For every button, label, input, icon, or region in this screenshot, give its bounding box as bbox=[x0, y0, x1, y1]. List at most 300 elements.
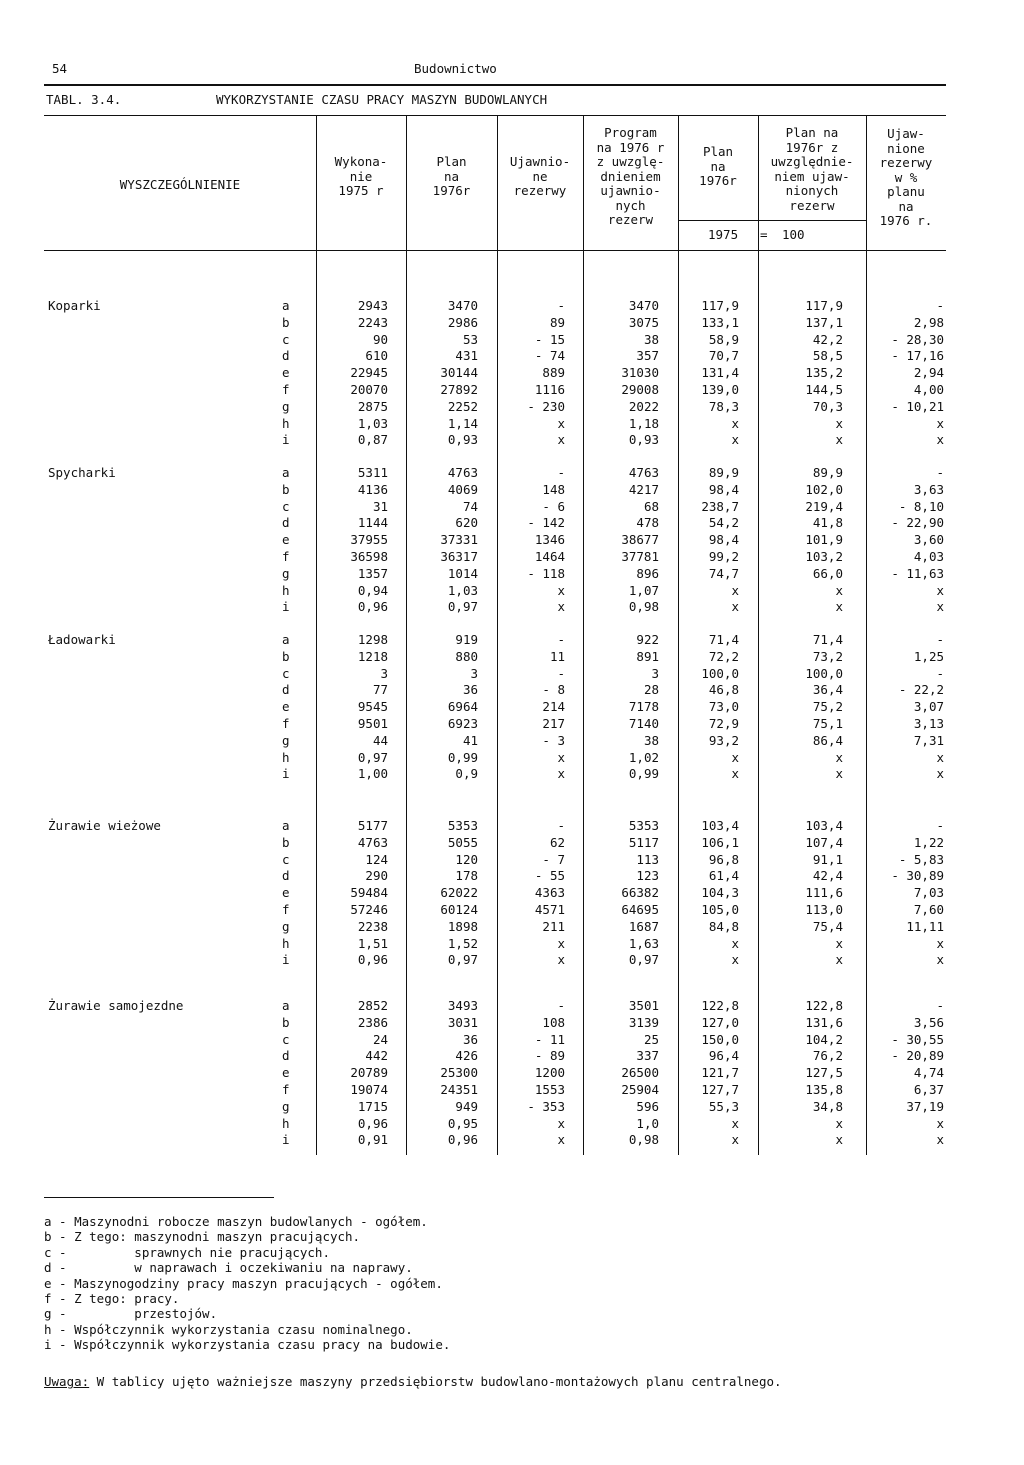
table-cell: x bbox=[557, 582, 565, 598]
row-letter: b bbox=[282, 1014, 290, 1030]
row-letter: a bbox=[282, 818, 290, 833]
table-cell: 100,0 bbox=[805, 665, 843, 681]
table-cell: x bbox=[835, 766, 843, 782]
table-cell: x bbox=[731, 766, 739, 782]
table-cell: x bbox=[557, 1115, 565, 1131]
table-cell: x bbox=[835, 1132, 843, 1148]
table-cell: 4363 bbox=[534, 885, 565, 901]
footnote-line: h - Współczynnik wykorzystania czasu nominalnego. bbox=[44, 1321, 413, 1337]
table-cell: 6964 bbox=[447, 699, 478, 715]
table-cell: 41,8 bbox=[812, 515, 843, 531]
table-cell: 25300 bbox=[440, 1065, 478, 1081]
table-cell: - 89 bbox=[534, 1048, 565, 1064]
column-header: Plan na 1976r z uwzględnie- niem ujaw- nionych rezerw bbox=[770, 125, 854, 213]
table-cell: - bbox=[557, 465, 565, 480]
row-letter: h bbox=[282, 582, 290, 598]
table-cell: 64695 bbox=[621, 902, 659, 917]
table-cell: 71,4 bbox=[812, 632, 843, 647]
table-cell: 66382 bbox=[621, 885, 659, 901]
footnote-line: b - Z tego: maszynodni maszyn pracujących. bbox=[44, 1229, 361, 1245]
table-cell: 22945 bbox=[350, 365, 388, 381]
table-cell: 20789 bbox=[350, 1065, 388, 1081]
table-cell: 337 bbox=[636, 1048, 659, 1064]
table-cell: 949 bbox=[455, 1098, 478, 1114]
table-cell: x bbox=[557, 766, 565, 782]
row-letter: f bbox=[282, 716, 290, 731]
table-cell: 357 bbox=[636, 348, 659, 364]
table-cell: 103,4 bbox=[701, 818, 739, 833]
table-cell: 4763 bbox=[357, 834, 388, 850]
row-letter: e bbox=[282, 532, 290, 548]
table-cell: 61,4 bbox=[708, 868, 739, 884]
footnote-line: g - przestojów. bbox=[44, 1306, 218, 1322]
table-cell: 178 bbox=[455, 868, 478, 884]
table-cell: 131,6 bbox=[805, 1014, 843, 1030]
table-cell: 442 bbox=[365, 1048, 388, 1064]
remark bbox=[44, 1374, 782, 1389]
table-cell: 123 bbox=[636, 868, 659, 884]
table-cell: 38 bbox=[643, 732, 659, 748]
table-cell: 120 bbox=[455, 851, 478, 867]
table-cell: 7140 bbox=[628, 716, 659, 731]
table-cell: x bbox=[936, 1115, 944, 1131]
table-cell: 29008 bbox=[621, 382, 659, 397]
column-header: Wykona- nie 1975 r bbox=[334, 154, 388, 198]
row-letter: c bbox=[282, 851, 290, 867]
table-cell: 3,13 bbox=[913, 716, 944, 731]
row-letter: c bbox=[282, 498, 290, 514]
table-cell: 1687 bbox=[628, 918, 659, 934]
table-cell: x bbox=[731, 432, 739, 448]
table-cell: 0,97 bbox=[628, 952, 659, 968]
table-cell: 290 bbox=[365, 868, 388, 884]
row-group-label: Koparki bbox=[48, 298, 101, 313]
row-letter: g bbox=[282, 918, 290, 934]
table-cell: 1553 bbox=[534, 1082, 565, 1097]
table-cell: 3,07 bbox=[913, 699, 944, 715]
table-cell: 54,2 bbox=[708, 515, 739, 531]
table-cell: 5177 bbox=[357, 818, 388, 833]
table-cell: x bbox=[731, 952, 739, 968]
table-cell: 1,22 bbox=[913, 834, 944, 850]
table-cell: 84,8 bbox=[708, 918, 739, 934]
column-header: WYSZCZEGÓLNIENIE bbox=[119, 177, 241, 192]
table-cell: 72,2 bbox=[708, 648, 739, 664]
row-letter: h bbox=[282, 1115, 290, 1131]
table-cell: x bbox=[731, 1115, 739, 1131]
table-cell: 2252 bbox=[447, 398, 478, 414]
table-cell: 1,14 bbox=[447, 415, 478, 431]
table-cell: 31 bbox=[372, 498, 388, 514]
table-cell: 219,4 bbox=[805, 498, 843, 514]
index-base-eq: = bbox=[760, 227, 768, 242]
table-cell: 1014 bbox=[447, 565, 478, 581]
table-cell: - 7 bbox=[542, 851, 565, 867]
table-cell: - 20,89 bbox=[891, 1048, 944, 1064]
table-cell: 62 bbox=[549, 834, 565, 850]
table-cell: 100,0 bbox=[701, 665, 739, 681]
row-letter: d bbox=[282, 1048, 290, 1064]
table-cell: 89 bbox=[549, 314, 565, 330]
table-cell: 135,2 bbox=[805, 365, 843, 381]
table-cell: x bbox=[835, 415, 843, 431]
table-cell: 891 bbox=[636, 648, 659, 664]
table-cell: 0,99 bbox=[628, 766, 659, 782]
table-cell: 42,4 bbox=[812, 868, 843, 884]
row-letter: a bbox=[282, 632, 290, 647]
table-cell: 1,03 bbox=[357, 415, 388, 431]
table-cell: 98,4 bbox=[708, 481, 739, 497]
table-cell: x bbox=[936, 582, 944, 598]
footnote-line: c - sprawnych nie pracujących. bbox=[44, 1244, 330, 1260]
table-cell: 1715 bbox=[357, 1098, 388, 1114]
table-cell: x bbox=[731, 749, 739, 765]
table-cell: - 15 bbox=[534, 331, 565, 347]
table-cell: 89,9 bbox=[812, 465, 843, 480]
table-cell: 101,9 bbox=[805, 532, 843, 548]
footnote-line: d - w naprawach i oczekiwaniu na naprawy. bbox=[44, 1260, 413, 1276]
table-cell: 4069 bbox=[447, 481, 478, 497]
table-cell: 7,03 bbox=[913, 885, 944, 901]
table-cell: 4,03 bbox=[913, 549, 944, 564]
table-cell: x bbox=[557, 749, 565, 765]
table-cell: 7,31 bbox=[913, 732, 944, 748]
table-cell: 3470 bbox=[447, 298, 478, 313]
row-letter: b bbox=[282, 834, 290, 850]
table-cell: 34,8 bbox=[812, 1098, 843, 1114]
table-cell: 2986 bbox=[447, 314, 478, 330]
table-cell: 6,37 bbox=[913, 1082, 944, 1097]
table-cell: 0,97 bbox=[357, 749, 388, 765]
table-cell: 0,9 bbox=[455, 766, 478, 782]
row-letter: c bbox=[282, 1031, 290, 1047]
table-cell: 108 bbox=[542, 1014, 565, 1030]
table-cell: 2875 bbox=[357, 398, 388, 414]
table-cell: 37781 bbox=[621, 549, 659, 564]
table-cell: 36317 bbox=[440, 549, 478, 564]
table-cell: 0,99 bbox=[447, 749, 478, 765]
row-letter: g bbox=[282, 1098, 290, 1114]
column-header: Ujaw- nione rezerwy w % planu na 1976 r. bbox=[879, 126, 933, 228]
table-cell: 2243 bbox=[357, 314, 388, 330]
table-cell: 93,2 bbox=[708, 732, 739, 748]
table-cell: x bbox=[936, 599, 944, 615]
table-cell: 889 bbox=[542, 365, 565, 381]
table-cell: 4571 bbox=[534, 902, 565, 917]
index-base-rule bbox=[678, 220, 866, 221]
table-cell: 55,3 bbox=[708, 1098, 739, 1114]
table-cell: 102,0 bbox=[805, 481, 843, 497]
column-header: Program na 1976 r z uwzglę- dnieniem ujawnio- nych rezerw bbox=[596, 125, 665, 227]
table-cell: 36 bbox=[462, 1031, 478, 1047]
table-cell: 122,8 bbox=[805, 998, 843, 1013]
table-cell: 3075 bbox=[628, 314, 659, 330]
table-cell: x bbox=[557, 935, 565, 951]
row-group-label: Żurawie samojezdne bbox=[48, 998, 184, 1013]
table-cell: 98,4 bbox=[708, 532, 739, 548]
row-letter: b bbox=[282, 481, 290, 497]
table-cell: 620 bbox=[455, 515, 478, 531]
table-cell: 2022 bbox=[628, 398, 659, 414]
table-cell: - 30,89 bbox=[891, 868, 944, 884]
table-cell: - 17,16 bbox=[891, 348, 944, 364]
table-cell: - 11,63 bbox=[891, 565, 944, 581]
row-letter: g bbox=[282, 732, 290, 748]
table-cell: 478 bbox=[636, 515, 659, 531]
table-cell: 44 bbox=[372, 732, 388, 748]
table-cell: 3501 bbox=[628, 998, 659, 1013]
table-cell: 4136 bbox=[357, 481, 388, 497]
table-cell: 90 bbox=[372, 331, 388, 347]
row-letter: a bbox=[282, 465, 290, 480]
table-cell: x bbox=[936, 415, 944, 431]
table-cell: 1346 bbox=[534, 532, 565, 548]
table-cell: x bbox=[835, 599, 843, 615]
index-base-right: 100 bbox=[782, 227, 805, 242]
table-cell: - 28,30 bbox=[891, 331, 944, 347]
table-cell: 103,2 bbox=[805, 549, 843, 564]
footnote-line: a - Maszynodni robocze maszyn budowlanych - ogółem. bbox=[44, 1214, 428, 1229]
table-cell: x bbox=[557, 1132, 565, 1148]
table-cell: 68 bbox=[643, 498, 659, 514]
table-cell: 3 bbox=[470, 665, 478, 681]
table-cell: 3 bbox=[651, 665, 659, 681]
table-cell: 5353 bbox=[628, 818, 659, 833]
table-cell: 96,8 bbox=[708, 851, 739, 867]
table-cell: 0,97 bbox=[447, 599, 478, 615]
table-cell: 0,98 bbox=[628, 1132, 659, 1148]
table-cell: 20070 bbox=[350, 382, 388, 397]
table-cell: 59484 bbox=[350, 885, 388, 901]
table-cell: x bbox=[936, 432, 944, 448]
table-cell: 37955 bbox=[350, 532, 388, 548]
table-cell: 1,18 bbox=[628, 415, 659, 431]
index-base-left: 1975 bbox=[708, 227, 739, 242]
row-letter: e bbox=[282, 1065, 290, 1081]
footnote-line: i - Współczynnik wykorzystania czasu pracy na budowie. bbox=[44, 1337, 451, 1353]
table-cell: - 3 bbox=[542, 732, 565, 748]
table-cell: - 6 bbox=[542, 498, 565, 514]
table-cell: 4,00 bbox=[913, 382, 944, 397]
table-cell: 121,7 bbox=[701, 1065, 739, 1081]
table-cell: - 353 bbox=[527, 1098, 565, 1114]
table-cell: 3,63 bbox=[913, 481, 944, 497]
footnote-rule bbox=[44, 1197, 274, 1198]
table-cell: 86,4 bbox=[812, 732, 843, 748]
table-cell: - 10,21 bbox=[891, 398, 944, 414]
table-cell: 426 bbox=[455, 1048, 478, 1064]
table-cell: 19074 bbox=[350, 1082, 388, 1097]
row-letter: d bbox=[282, 348, 290, 364]
row-group-label: Ładowarki bbox=[48, 632, 116, 647]
table-cell: 58,9 bbox=[708, 331, 739, 347]
table-cell: 91,1 bbox=[812, 851, 843, 867]
table-cell: 36 bbox=[462, 682, 478, 698]
table-cell: 73,0 bbox=[708, 699, 739, 715]
table-cell: - bbox=[936, 465, 944, 480]
table-cell: 38 bbox=[643, 331, 659, 347]
table-cell: 1,00 bbox=[357, 766, 388, 782]
table-cell: 36598 bbox=[350, 549, 388, 564]
table-cell: - bbox=[557, 998, 565, 1013]
table-cell: - 55 bbox=[534, 868, 565, 884]
row-letter: e bbox=[282, 699, 290, 715]
table-cell: x bbox=[936, 766, 944, 782]
column-header: Ujawnio- ne rezerwy bbox=[509, 154, 571, 198]
table-cell: 41 bbox=[462, 732, 478, 748]
table-cell: 1,07 bbox=[628, 582, 659, 598]
table-cell: x bbox=[835, 935, 843, 951]
table-cell: 58,5 bbox=[812, 348, 843, 364]
table-cell: 60124 bbox=[440, 902, 478, 917]
table-title: WYKORZYSTANIE CZASU PRACY MASZYN BUDOWLANYCH bbox=[216, 92, 548, 107]
table-cell: 30144 bbox=[440, 365, 478, 381]
table-cell: 919 bbox=[455, 632, 478, 647]
table-cell: - bbox=[936, 298, 944, 313]
table-cell: 1298 bbox=[357, 632, 388, 647]
table-cell: 77 bbox=[372, 682, 388, 698]
row-letter: d bbox=[282, 515, 290, 531]
table-cell: 2,94 bbox=[913, 365, 944, 381]
table-cell: 70,3 bbox=[812, 398, 843, 414]
table-cell: 5353 bbox=[447, 818, 478, 833]
table-cell: - bbox=[936, 998, 944, 1013]
table-cell: 214 bbox=[542, 699, 565, 715]
table-cell: 53 bbox=[462, 331, 478, 347]
row-letter: f bbox=[282, 902, 290, 917]
table-cell: 71,4 bbox=[708, 632, 739, 647]
table-cell: x bbox=[557, 432, 565, 448]
table-cell: 3470 bbox=[628, 298, 659, 313]
table-cell: - 118 bbox=[527, 565, 565, 581]
table-cell: 105,0 bbox=[701, 902, 739, 917]
footnote-line: e - Maszynogodziny pracy maszyn pracujących - ogółem. bbox=[44, 1275, 443, 1291]
table-cell: 27892 bbox=[440, 382, 478, 397]
row-letter: c bbox=[282, 665, 290, 681]
row-letter: i bbox=[282, 952, 290, 968]
table-cell: 3139 bbox=[628, 1014, 659, 1030]
table-cell: 75,1 bbox=[812, 716, 843, 731]
table-cell: - bbox=[557, 818, 565, 833]
table-cell: 106,1 bbox=[701, 834, 739, 850]
table-cell: 0,96 bbox=[357, 599, 388, 615]
table-cell: 0,91 bbox=[357, 1132, 388, 1148]
row-letter: h bbox=[282, 749, 290, 765]
table-cell: x bbox=[835, 1115, 843, 1131]
row-letter: c bbox=[282, 331, 290, 347]
table-cell: - 8,10 bbox=[898, 498, 944, 514]
table-cell: 238,7 bbox=[701, 498, 739, 514]
table-cell: - 5,83 bbox=[898, 851, 944, 867]
column-header: Plan na 1976r bbox=[699, 144, 737, 188]
table-cell: 37331 bbox=[440, 532, 478, 548]
table-cell: 2238 bbox=[357, 918, 388, 934]
row-letter: f bbox=[282, 382, 290, 397]
table-cell: 144,5 bbox=[805, 382, 843, 397]
table-cell: 131,4 bbox=[701, 365, 739, 381]
table-cell: 127,7 bbox=[701, 1082, 739, 1097]
table-cell: x bbox=[731, 935, 739, 951]
row-letter: i bbox=[282, 432, 290, 448]
table-cell: 4763 bbox=[628, 465, 659, 480]
table-cell: 1,0 bbox=[636, 1115, 659, 1131]
table-cell: 74 bbox=[462, 498, 478, 514]
table-cell: 1,03 bbox=[447, 582, 478, 598]
table-cell: - bbox=[557, 665, 565, 681]
table-cell: 139,0 bbox=[701, 382, 739, 397]
table-cell: 0,93 bbox=[628, 432, 659, 448]
row-letter: f bbox=[282, 549, 290, 564]
row-letter: i bbox=[282, 599, 290, 615]
table-cell: 0,96 bbox=[357, 952, 388, 968]
table-cell: 1,63 bbox=[628, 935, 659, 951]
row-letter: e bbox=[282, 885, 290, 901]
table-cell: x bbox=[835, 582, 843, 598]
table-cell: 0,96 bbox=[447, 1132, 478, 1148]
table-cell: 122,8 bbox=[701, 998, 739, 1013]
row-group-label: Żurawie wieżowe bbox=[48, 818, 161, 833]
table-cell: - 30,55 bbox=[891, 1031, 944, 1047]
table-cell: 117,9 bbox=[701, 298, 739, 313]
table-label: TABL. 3.4. bbox=[46, 92, 122, 107]
header-bottom-rule bbox=[44, 250, 946, 251]
table-cell: 3031 bbox=[447, 1014, 478, 1030]
table-cell: 36,4 bbox=[812, 682, 843, 698]
table-cell: - bbox=[557, 298, 565, 313]
remark-label: Uwaga: bbox=[44, 1374, 90, 1389]
table-cell: x bbox=[936, 952, 944, 968]
table-cell: - 8 bbox=[542, 682, 565, 698]
table-cell: - bbox=[557, 632, 565, 647]
table-cell: 46,8 bbox=[708, 682, 739, 698]
table-cell: 75,4 bbox=[812, 918, 843, 934]
table-cell: 78,3 bbox=[708, 398, 739, 414]
column-header: Plan na 1976r bbox=[432, 154, 471, 198]
row-letter: b bbox=[282, 648, 290, 664]
table-cell: 25 bbox=[643, 1031, 659, 1047]
table-cell: 610 bbox=[365, 348, 388, 364]
table-cell: x bbox=[936, 749, 944, 765]
table-cell: 26500 bbox=[621, 1065, 659, 1081]
table-cell: 11 bbox=[549, 648, 565, 664]
table-cell: 1144 bbox=[357, 515, 388, 531]
table-cell: 0,97 bbox=[447, 952, 478, 968]
table-cell: x bbox=[731, 1132, 739, 1148]
table-cell: 62022 bbox=[440, 885, 478, 901]
table-cell: - 142 bbox=[527, 515, 565, 531]
table-cell: - bbox=[936, 665, 944, 681]
table-cell: 148 bbox=[542, 481, 565, 497]
table-cell: 66,0 bbox=[812, 565, 843, 581]
table-cell: 104,3 bbox=[701, 885, 739, 901]
row-letter: f bbox=[282, 1082, 290, 1097]
table-cell: 117,9 bbox=[805, 298, 843, 313]
table-cell: 9501 bbox=[357, 716, 388, 731]
table-cell: - 230 bbox=[527, 398, 565, 414]
table-cell: 89,9 bbox=[708, 465, 739, 480]
table-cell: 896 bbox=[636, 565, 659, 581]
table-cell: - 22,2 bbox=[898, 682, 944, 698]
table-cell: 0,94 bbox=[357, 582, 388, 598]
table-cell: 76,2 bbox=[812, 1048, 843, 1064]
table-cell: - 74 bbox=[534, 348, 565, 364]
row-letter: d bbox=[282, 868, 290, 884]
row-letter: b bbox=[282, 314, 290, 330]
row-group-label: Spycharki bbox=[48, 465, 116, 480]
table-cell: 1464 bbox=[534, 549, 565, 564]
table-cell: 1,51 bbox=[357, 935, 388, 951]
table-cell: x bbox=[936, 1132, 944, 1148]
